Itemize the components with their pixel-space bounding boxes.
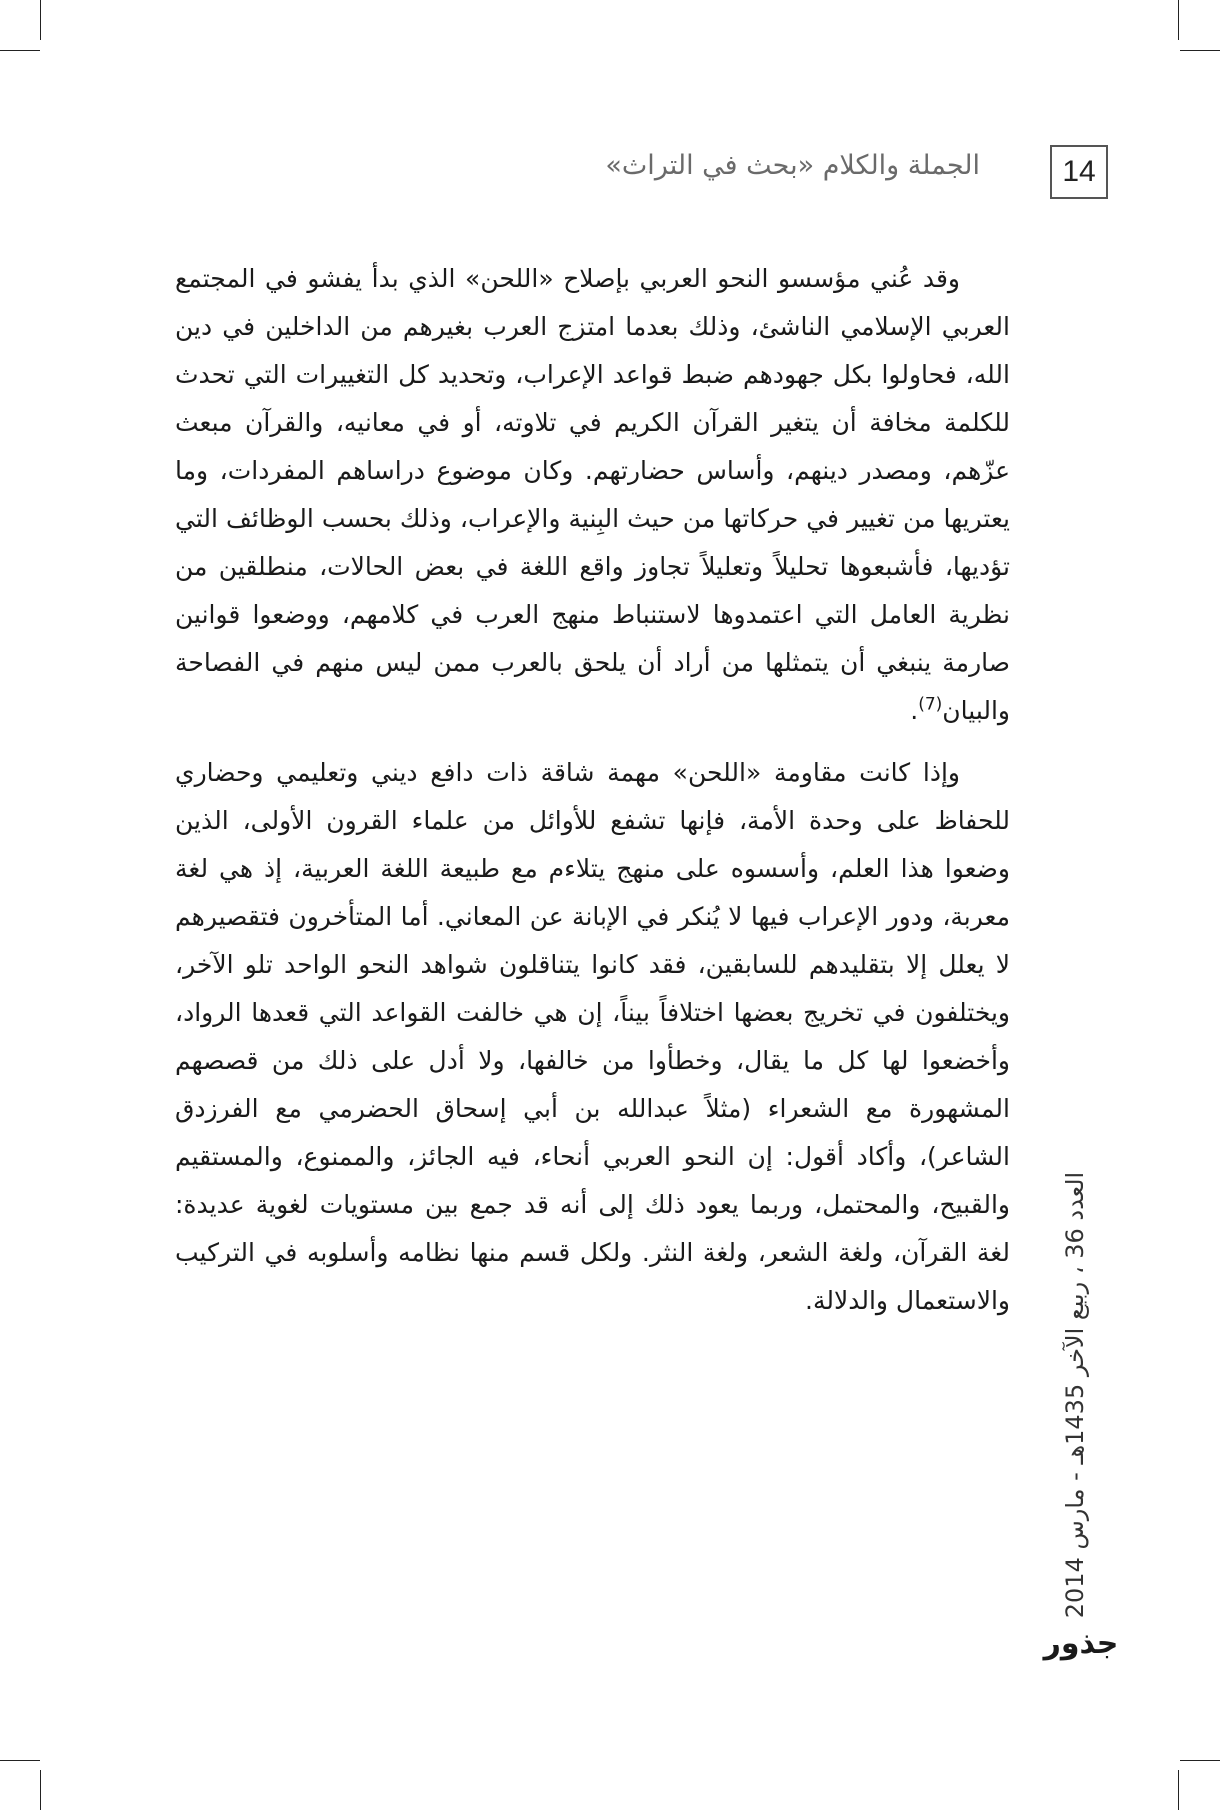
crop-mark [40,0,41,40]
crop-mark [1180,1760,1220,1761]
paragraph [175,255,1010,735]
crop-mark [1178,0,1179,40]
crop-mark [1178,1770,1179,1810]
paragraph: وإذا كانت مقاومة «اللحن» مهمة شاقة ذات دافع ديني وتعليمي وحضاري للحفاظ على وحدة الأمة، فإنها تشفع للأوائل من علماء القرون الأولى، الذين وضعوا هذا العلم، وأسسوه على منهج يتلاءم مع طبيعة اللغة العربية، إذ هي لغة معربة، ودور الإعراب فيها لا يُنكر في الإبانة عن المعاني. أما المتأخرون فتقصيرهم لا يعلل إلا بتقليدهم للسابقين، فقد كانوا يتناقلون شواهد النحو الواحد تلو الآخر، ويختلفون في تخريج بعضها اختلافاً بيناً، إن هي خالفت القواعد التي قعدها الرواد، وأخضعوا لها كل ما يقال، وخطأوا من خالفها، ولا أدل على ذلك من قصصهم المشهورة مع الشعراء (مثلاً عبدالله بن أبي إسحاق الحضرمي مع الفرزدق الشاعر)، وأكاد أقول: إن النحو العربي أنحاء، فيه الجائز، والممنوع، والمستقيم والقبيح، والمحتمل، وربما يعود ذلك إلى أنه قد جمع بين مستويات لغوية عديدة: لغة القرآن، ولغة الشعر، ولغة النثر. ولكل قسم منها نظامه وأسلوبه في التركيب والاستعمال والدلالة. [175,758,1010,1315]
page-number: 14 [1050,145,1108,199]
journal-logo: جذور [1043,1625,1119,1661]
running-title: الجملة والكلام «بحث في التراث» [605,150,980,181]
paragraph-text: وقد عُني مؤسسو النحو العربي بإصلاح «اللحن» الذي بدأ يفشو في المجتمع العربي الإسلامي الناشئ، وذلك بعدما امتزج العرب بغيرهم من الداخلين في دين الله، فحاولوا بكل جهودهم ضبط قواعد الإعراب، وتحديد كل التغييرات التي تحدث للكلمة مخافة أن يتغير القرآن الكريم في تلاوته، أو في معانيه، والقرآن مبعث عزّهم، ومصدر دينهم، وأساس حضارتهم. وكان موضوع دراساهم المفردات، وما يعتريها من تغيير في حركاتها من حيث البِنية والإعراب، وذلك بحسب الوظائف التي تؤديها، فأشبعوها تحليلاً وتعليلاً تجاوز واقع اللغة في بعض الحالات، منطلقين من نظرية العامل التي اعتمدوها لاستنباط منهج العرب في كلامهم، ووضعوا قوانين صارمة ينبغي أن يتمثلها من أراد أن يلحق بالعرب ممن ليس منهم في الفصاحة والبيان [175,264,1010,725]
issue-info: العدد 36 ، ربيع الآخر 1435هـ - مارس 2014 [1061,1171,1089,1619]
crop-mark [0,1760,40,1761]
footnote-marker: (7) [918,694,943,715]
crop-mark [1180,50,1220,51]
article-body [175,255,1010,1325]
crop-mark [0,50,40,51]
crop-mark [40,1770,41,1810]
paragraph-end: . [910,696,919,725]
